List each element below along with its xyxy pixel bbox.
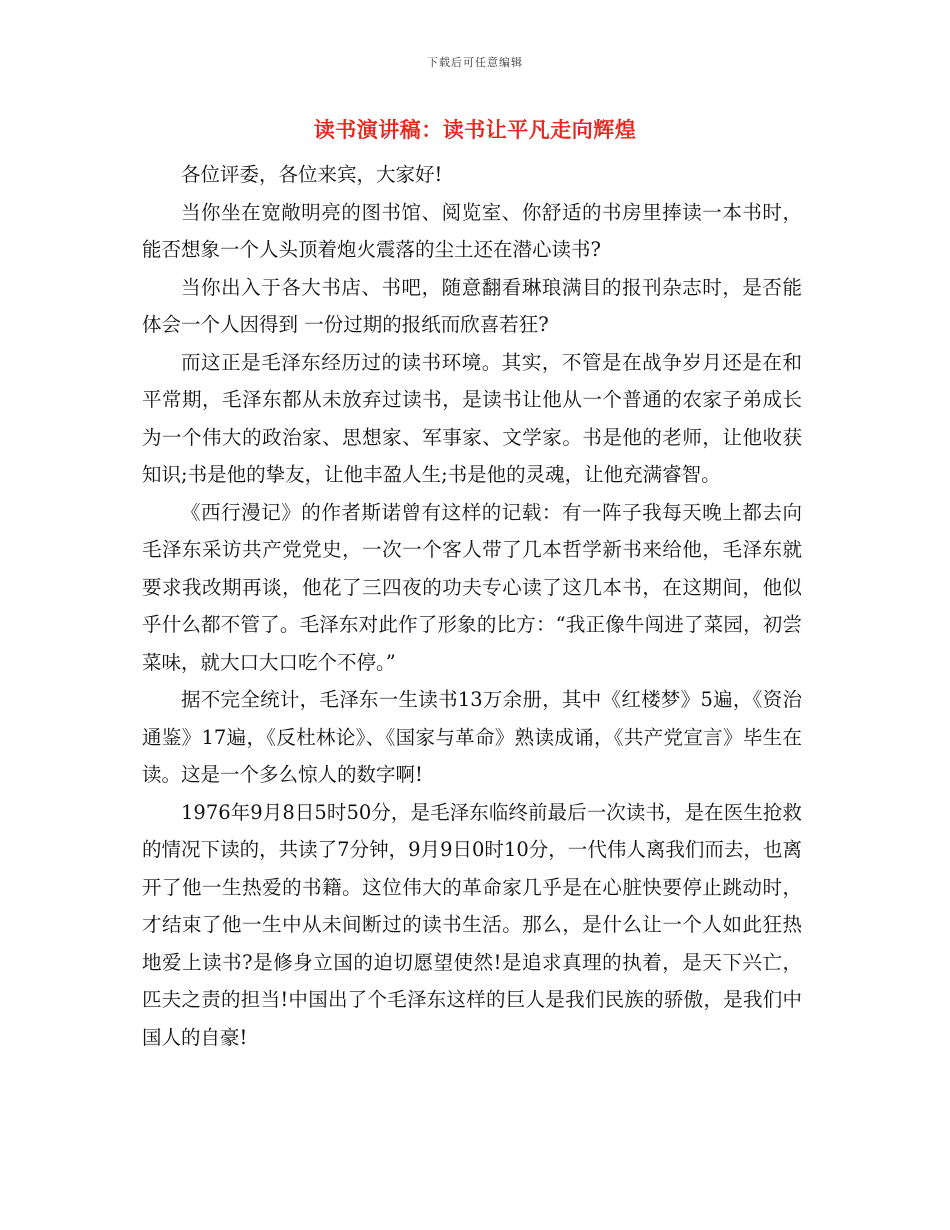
paragraph-snow-record: 《西行漫记》的作者斯诺曾有这样的记载：有一阵子我每天晚上都去向毛泽东采访共产党党史，一次一个客人带了几本哲学新书来给他，毛泽东就要求我改期再谈，他花了三四夜的功夫专心读了这几本书，在这期间，他似乎什么都不管了。毛泽东对此作了形象的比方：“我正像牛闯进了菜园，初尝菜味，就大口大口吃个不停。” bbox=[142, 500, 802, 674]
paragraph-library: 当你坐在宽敞明亮的图书馆、阅览室、你舒适的书房里捧读一本书时，能否想象一个人头顶着炮火震落的尘土还在潜心读书? bbox=[142, 200, 802, 261]
paragraph-environment: 而这正是毛泽东经历过的读书环境。其实，不管是在战争岁月还是在和平常期，毛泽东都从未放弃过读书，是读书让他从一个普通的农家子弟成长为一个伟大的政治家、思想家、军事家、文学家。书是他的老师，让他收获知识;书是他的挚友，让他丰盈人生;书是他的灵魂，让他充满睿智。 bbox=[142, 350, 802, 486]
document-body bbox=[142, 156, 802, 1056]
paragraph-greeting: 各位评委，各位来宾，大家好! bbox=[181, 163, 443, 186]
header-note: 下载后可任意编辑 bbox=[427, 56, 523, 69]
paragraph-statistics: 据不完全统计，毛泽东一生读书13万余册，其中《红楼梦》5遍，《资治通鉴》17遍，《反杜林论》、《国家与革命》熟读成诵，《共产党宣言》毕生在读。这是一个多么惊人的数字啊! bbox=[142, 688, 802, 786]
paragraph-last-reading: 1976年9月8日5时50分，是毛泽东临终前最后一次读书，是在医生抢救的情况下读的，共读了7分钟，9月9日0时10分，一代伟人离我们而去，也离开了他一生热爱的书籍。这位伟大的革命家几乎是在心脏快要停止跳动时，才结束了他一生中从未间断过的读书生活。那么，是什么让一个人如此狂热地爱上读书?是修身立国的迫切愿望使然!是追求真理的执着，是天下兴亡，匹夫之责的担当!中国出了个毛泽东这样的巨人是我们民族的骄傲，是我们中国人的自豪! bbox=[142, 800, 802, 1049]
document-title: 读书演讲稿：读书让平凡走向辉煌 bbox=[313, 118, 637, 142]
paragraph-bookstore: 当你出入于各大书店、书吧，随意翻看琳琅满目的报刊杂志时，是否能体会一个人因得到 一份过期的报纸而欣喜若狂? bbox=[142, 275, 802, 336]
